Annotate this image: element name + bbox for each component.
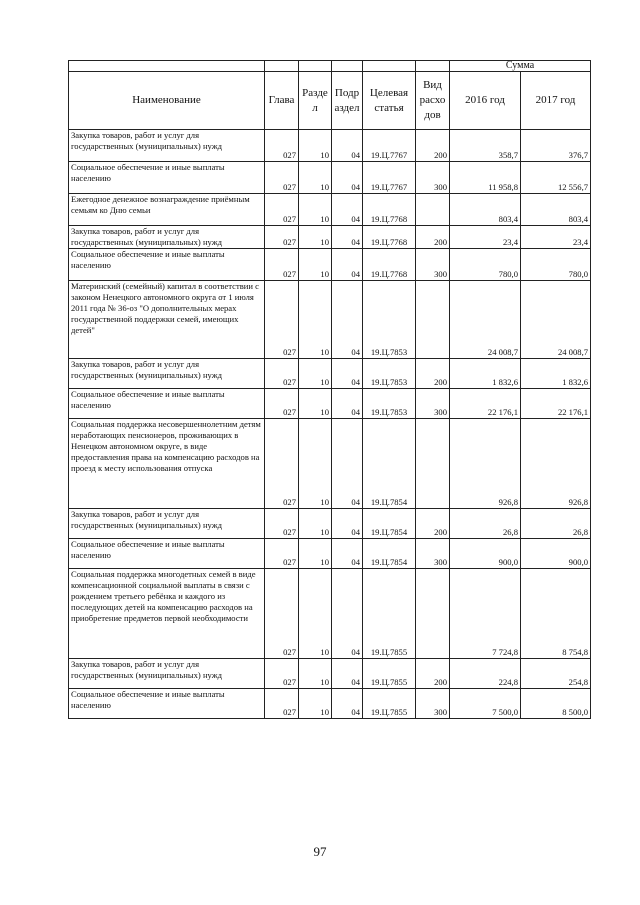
row-expense-type — [416, 194, 450, 226]
row-section: 10 — [299, 249, 332, 281]
row-expense-type: 300 — [416, 689, 450, 719]
header-chapter: Глава — [265, 72, 299, 130]
table-row — [69, 419, 591, 509]
header-spacer — [363, 61, 416, 72]
row-target: 19.Ц.7767 — [363, 130, 416, 162]
row-chapter: 027 — [265, 659, 299, 689]
row-chapter: 027 — [265, 162, 299, 194]
row-amount-2017: 780,0 — [521, 249, 591, 281]
row-amount-2016: 358,7 — [450, 130, 521, 162]
row-name: Закупка товаров, работ и услуг для государственных (муниципальных) нужд — [69, 509, 265, 539]
row-subsection: 04 — [332, 689, 363, 719]
row-section: 10 — [299, 689, 332, 719]
row-target: 19.Ц.7853 — [363, 359, 416, 389]
row-amount-2016: 1 832,6 — [450, 359, 521, 389]
row-name: Закупка товаров, работ и услуг для государственных (муниципальных) нужд — [69, 130, 265, 162]
row-target: 19.Ц.7854 — [363, 539, 416, 569]
row-chapter: 027 — [265, 130, 299, 162]
row-amount-2016: 11 958,8 — [450, 162, 521, 194]
row-target: 19.Ц.7767 — [363, 162, 416, 194]
row-target: 19.Ц.7854 — [363, 509, 416, 539]
row-subsection: 04 — [332, 226, 363, 249]
row-chapter: 027 — [265, 569, 299, 659]
row-amount-2017: 8 500,0 — [521, 689, 591, 719]
row-subsection: 04 — [332, 539, 363, 569]
row-amount-2016: 803,4 — [450, 194, 521, 226]
table-row — [69, 130, 591, 162]
row-section: 10 — [299, 359, 332, 389]
row-section: 10 — [299, 281, 332, 359]
row-target: 19.Ц.7854 — [363, 419, 416, 509]
row-section: 10 — [299, 162, 332, 194]
row-section: 10 — [299, 130, 332, 162]
row-amount-2016: 926,8 — [450, 419, 521, 509]
row-expense-type: 300 — [416, 389, 450, 419]
table-header-row — [69, 72, 591, 130]
row-expense-type: 300 — [416, 162, 450, 194]
table-row — [69, 659, 591, 689]
row-expense-type: 300 — [416, 249, 450, 281]
table-body — [69, 130, 591, 719]
row-subsection: 04 — [332, 389, 363, 419]
row-amount-2016: 23,4 — [450, 226, 521, 249]
row-amount-2017: 900,0 — [521, 539, 591, 569]
row-expense-type: 300 — [416, 539, 450, 569]
header-sum: Сумма — [450, 61, 591, 72]
row-name: Социальное обеспечение и иные выплаты населению — [69, 162, 265, 194]
row-amount-2016: 26,8 — [450, 509, 521, 539]
header-spacer — [332, 61, 363, 72]
header-spacer — [265, 61, 299, 72]
row-amount-2016: 24 008,7 — [450, 281, 521, 359]
row-amount-2017: 12 556,7 — [521, 162, 591, 194]
row-amount-2017: 254,8 — [521, 659, 591, 689]
row-name: Социальное обеспечение и иные выплаты населению — [69, 389, 265, 419]
row-amount-2016: 900,0 — [450, 539, 521, 569]
table-row — [69, 194, 591, 226]
row-subsection: 04 — [332, 659, 363, 689]
table-row — [69, 249, 591, 281]
header-name: Наименование — [69, 72, 265, 130]
row-amount-2017: 22 176,1 — [521, 389, 591, 419]
row-section: 10 — [299, 194, 332, 226]
table-row — [69, 226, 591, 249]
row-expense-type: 200 — [416, 130, 450, 162]
row-name: Закупка товаров, работ и услуг для государственных (муниципальных) нужд — [69, 359, 265, 389]
row-subsection: 04 — [332, 359, 363, 389]
row-expense-type — [416, 281, 450, 359]
row-name: Социальная поддержка многодетных семей в виде компенсационной социальной выплаты в связи с рождением третьего ребёнка и каждого из последующих детей на компенсацию расходов на приобретение предметов первой необходимости — [69, 569, 265, 659]
row-name: Закупка товаров, работ и услуг для государственных (муниципальных) нужд — [69, 226, 265, 249]
row-section: 10 — [299, 659, 332, 689]
row-name: Закупка товаров, работ и услуг для государственных (муниципальных) нужд — [69, 659, 265, 689]
row-amount-2017: 1 832,6 — [521, 359, 591, 389]
row-subsection: 04 — [332, 281, 363, 359]
row-amount-2016: 22 176,1 — [450, 389, 521, 419]
table-row — [69, 569, 591, 659]
row-chapter: 027 — [265, 249, 299, 281]
row-subsection: 04 — [332, 249, 363, 281]
table-row — [69, 281, 591, 359]
header-spacer — [69, 61, 265, 72]
header-target: Целевая статья — [363, 72, 416, 130]
table-row — [69, 389, 591, 419]
header-section: Разде л — [299, 72, 332, 130]
header-year-2017: 2017 год — [521, 72, 591, 130]
row-target: 19.Ц.7853 — [363, 389, 416, 419]
row-section: 10 — [299, 226, 332, 249]
row-subsection: 04 — [332, 509, 363, 539]
row-name: Социальное обеспечение и иные выплаты населению — [69, 539, 265, 569]
row-amount-2017: 376,7 — [521, 130, 591, 162]
row-target: 19.Ц.7855 — [363, 659, 416, 689]
row-name: Ежегодное денежное вознаграждение приёмным семьям ко Дню семьи — [69, 194, 265, 226]
row-amount-2017: 24 008,7 — [521, 281, 591, 359]
row-amount-2017: 803,4 — [521, 194, 591, 226]
row-amount-2017: 8 754,8 — [521, 569, 591, 659]
table-row — [69, 539, 591, 569]
table-row — [69, 359, 591, 389]
row-expense-type — [416, 419, 450, 509]
row-expense-type: 200 — [416, 509, 450, 539]
row-subsection: 04 — [332, 130, 363, 162]
row-subsection: 04 — [332, 194, 363, 226]
row-chapter: 027 — [265, 689, 299, 719]
row-amount-2017: 926,8 — [521, 419, 591, 509]
row-name: Материнский (семейный) капитал в соответствии с законом Ненецкого автономного округа от 1 июля 2011 года № 36-оз "О дополнительных мерах государственной поддержки семей, имеющих детей" — [69, 281, 265, 359]
row-amount-2016: 7 500,0 — [450, 689, 521, 719]
row-subsection: 04 — [332, 419, 363, 509]
row-section: 10 — [299, 569, 332, 659]
table-row — [69, 689, 591, 719]
row-section: 10 — [299, 389, 332, 419]
header-spacer — [416, 61, 450, 72]
row-name: Социальная поддержка несовершеннолетним детям неработающих пенсионеров, проживающих в Ненецком автономном округе, в виде предоставления права на компенсацию расходов на проезд к месту использования отпуска — [69, 419, 265, 509]
row-chapter: 027 — [265, 194, 299, 226]
header-expense-type: Вид расхо дов — [416, 72, 450, 130]
row-amount-2016: 7 724,8 — [450, 569, 521, 659]
row-chapter: 027 — [265, 226, 299, 249]
row-amount-2017: 23,4 — [521, 226, 591, 249]
header-year-2016: 2016 год — [450, 72, 521, 130]
row-target: 19.Ц.7853 — [363, 281, 416, 359]
header-spacer — [299, 61, 332, 72]
table-row — [69, 509, 591, 539]
table-header-row-top — [69, 61, 591, 72]
row-expense-type: 200 — [416, 659, 450, 689]
row-section: 10 — [299, 419, 332, 509]
row-subsection: 04 — [332, 569, 363, 659]
row-section: 10 — [299, 509, 332, 539]
row-chapter: 027 — [265, 509, 299, 539]
row-target: 19.Ц.7768 — [363, 226, 416, 249]
row-amount-2016: 780,0 — [450, 249, 521, 281]
row-target: 19.Ц.7768 — [363, 249, 416, 281]
row-chapter: 027 — [265, 389, 299, 419]
page-number: 97 — [313, 844, 327, 859]
table-row — [69, 162, 591, 194]
budget-table — [68, 60, 591, 719]
row-chapter: 027 — [265, 539, 299, 569]
row-amount-2016: 224,8 — [450, 659, 521, 689]
row-target: 19.Ц.7855 — [363, 569, 416, 659]
row-name: Социальное обеспечение и иные выплаты населению — [69, 249, 265, 281]
row-name: Социальное обеспечение и иные выплаты населению — [69, 689, 265, 719]
row-expense-type: 200 — [416, 359, 450, 389]
row-chapter: 027 — [265, 359, 299, 389]
row-target: 19.Ц.7768 — [363, 194, 416, 226]
row-section: 10 — [299, 539, 332, 569]
row-chapter: 027 — [265, 419, 299, 509]
header-subsection: Подр аздел — [332, 72, 363, 130]
row-chapter: 027 — [265, 281, 299, 359]
row-target: 19.Ц.7855 — [363, 689, 416, 719]
row-expense-type — [416, 569, 450, 659]
row-subsection: 04 — [332, 162, 363, 194]
row-amount-2017: 26,8 — [521, 509, 591, 539]
row-expense-type: 200 — [416, 226, 450, 249]
